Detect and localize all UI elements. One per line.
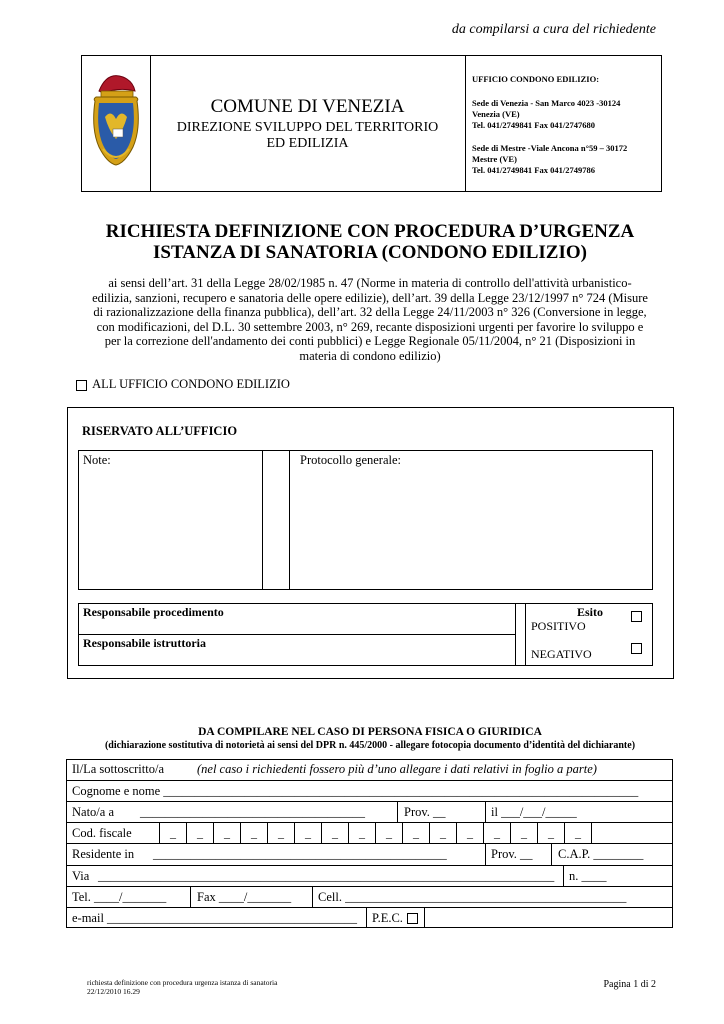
residente-field[interactable]: _______________________________________________: [153, 847, 447, 861]
cell-field[interactable]: Cell. _____________________________________________: [318, 889, 627, 904]
cod-fiscale-slot[interactable]: _: [375, 823, 402, 843]
cod-fiscale-slot[interactable]: _: [321, 823, 348, 843]
footer-filename: richiesta definizione con procedura urgenza istanza di sanatoria: [87, 978, 278, 987]
responsible-table: [78, 603, 653, 666]
cod-fiscale-slot[interactable]: _: [267, 823, 294, 843]
nato-field[interactable]: ____________________________________: [140, 804, 365, 819]
form-row-cognome: [67, 780, 672, 801]
nato-label: Nato/a a: [72, 804, 114, 819]
legal-references: ai sensi dell’art. 31 della Legge 28/02/1985 n. 47 (Norme in materia di controllo dell'attività urbanistico-edilizia, sanzioni, recupero e sanatoria delle opere edilizie), dell’art. 39 della Legge 23/12/1997 n° 724 (Misure di razionalizzazione della finanza pubblica), dell’art. 32 della Legge 24/11/2003 n° 326 (Conversione in legge, con modificazioni, del D.L. 30 settembre 2003, n° 269, recante disposizioni urgenti per favorire lo sviluppo e per la correzione dell'andamento dei conti pubblici) e Legge Regionale 05/11/2004, n° 21 (Disposizioni in materia di condono edilizio): [92, 276, 648, 363]
cod-fiscale-slot[interactable]: _: [186, 823, 213, 843]
form-row-sottoscritto: [67, 759, 672, 780]
cod-fiscale-slot[interactable]: _: [537, 823, 564, 843]
cognome-field[interactable]: Cognome e nome ____________________________________________________________________________: [72, 783, 639, 798]
mestre-line-1: Sede di Mestre -Viale Ancona n°59 – 30172: [472, 143, 628, 153]
section-subtitle: (dichiarazione sostitutiva di notorietà ai sensi del DPR n. 445/2000 - allegare fotocopia documento d’identità del dichiarante): [104, 740, 636, 751]
cod-fiscale-slot[interactable]: _: [456, 823, 483, 843]
department-subtitle: DIREZIONE SVILUPPO DEL TERRITORIO ED EDILIZIA: [176, 120, 439, 151]
cod-fiscale-slot[interactable]: _: [348, 823, 375, 843]
pec-label: P.E.C.: [372, 910, 403, 925]
header-title-cell: [150, 56, 466, 191]
tel-field[interactable]: Tel. ____/_______: [72, 889, 167, 904]
positivo-label: POSITIVO: [531, 619, 586, 633]
form-row-nato: [67, 801, 672, 822]
resp-procedimento-label: Responsabile procedimento: [83, 605, 224, 619]
via-field[interactable]: _________________________________________________________________________: [98, 868, 555, 883]
form-row-codfiscale: [67, 822, 672, 843]
venezia-line-2: Venezia (VE): [472, 109, 520, 119]
addressee-label: ALL UFFICIO CONDONO EDILIZIO: [92, 377, 290, 391]
cod-fiscale-slot[interactable]: _: [294, 823, 321, 843]
pec-checkbox[interactable]: [407, 913, 418, 924]
prov-field-1[interactable]: Prov. __: [404, 804, 446, 819]
page-number: Pagina 1 di 2: [603, 979, 656, 990]
logo-cell: [82, 56, 151, 191]
footer-date: 22/12/2010 16.29: [87, 987, 140, 996]
reserved-title: RISERVATO ALL’UFFICIO: [82, 424, 238, 438]
municipality-title: COMUNE DI VENEZIA: [210, 96, 405, 117]
cod-fiscale-slot[interactable]: _: [159, 823, 186, 843]
sottoscritto-note: (nel caso i richiedenti fossero più d’uno allegare i dati relativi in foglio a parte): [197, 762, 597, 776]
form-row-email: [67, 907, 672, 928]
negativo-checkbox[interactable]: [631, 643, 642, 654]
main-title-line-2: ISTANZA DI SANATORIA (CONDONO EDILIZIO): [153, 242, 587, 263]
cod-fiscale-slot[interactable]: _: [564, 823, 591, 843]
venezia-line-3: Tel. 041/2749841 Fax 041/2747680: [472, 120, 595, 130]
addressee-checkbox[interactable]: [76, 380, 87, 391]
form-row-contacts: [67, 886, 672, 907]
negativo-label: NEGATIVO: [531, 647, 592, 661]
birth-date-field[interactable]: il ___/___/_____: [491, 804, 577, 819]
mestre-line-3: Tel. 041/2749841 Fax 041/2749786: [472, 165, 595, 175]
fax-field[interactable]: Fax ____/_______: [197, 889, 292, 904]
sottoscritto-label: Il/La sottoscritto/a: [72, 762, 164, 776]
office-contacts: [472, 74, 662, 176]
email-field[interactable]: e-mail ________________________________________: [72, 910, 358, 925]
resp-istruttoria-label: Responsabile istruttoria: [83, 636, 206, 650]
form-row-residente: [67, 843, 672, 865]
cod-fiscale-slot[interactable]: _: [213, 823, 240, 843]
section-title: DA COMPILARE NEL CASO DI PERSONA FISICA O GIURIDICA: [198, 726, 542, 738]
positivo-checkbox[interactable]: [631, 611, 642, 622]
cod-fiscale-slot[interactable]: _: [483, 823, 510, 843]
cod-fiscale-slot[interactable]: _: [402, 823, 429, 843]
notes-table: [78, 450, 653, 590]
note-label: Note:: [83, 453, 111, 467]
cod-fiscale-label: Cod. fiscale: [72, 825, 132, 840]
header-box: [81, 55, 662, 192]
venice-coat-of-arms-icon: [89, 69, 143, 177]
esito-label: Esito: [577, 605, 604, 619]
cap-field[interactable]: C.A.P. ________: [558, 847, 644, 861]
reserved-office-box: [67, 407, 674, 679]
venezia-line-1: Sede di Venezia - San Marco 4023 -30124: [472, 98, 621, 108]
top-note: da compilarsi a cura del richiedente: [451, 22, 656, 37]
prov-field-2[interactable]: Prov. __: [491, 847, 533, 861]
office-title: UFFICIO CONDONO EDILIZIO:: [472, 74, 600, 84]
residente-label: Residente in: [72, 847, 135, 861]
civic-number-field[interactable]: n. ____: [569, 868, 607, 883]
cod-fiscale-slot[interactable]: _: [510, 823, 537, 843]
mestre-line-2: Mestre (VE): [472, 154, 517, 164]
main-title-line-1: RICHIESTA DEFINIZIONE CON PROCEDURA D’URGENZA: [105, 221, 635, 242]
cod-fiscale-slot[interactable]: _: [240, 823, 267, 843]
form-row-via: [67, 865, 672, 886]
addressee-row: [76, 377, 290, 392]
cod-fiscale-slot[interactable]: _: [429, 823, 456, 843]
protocol-label: Protocollo generale:: [300, 453, 402, 467]
via-label: Via: [72, 868, 90, 883]
